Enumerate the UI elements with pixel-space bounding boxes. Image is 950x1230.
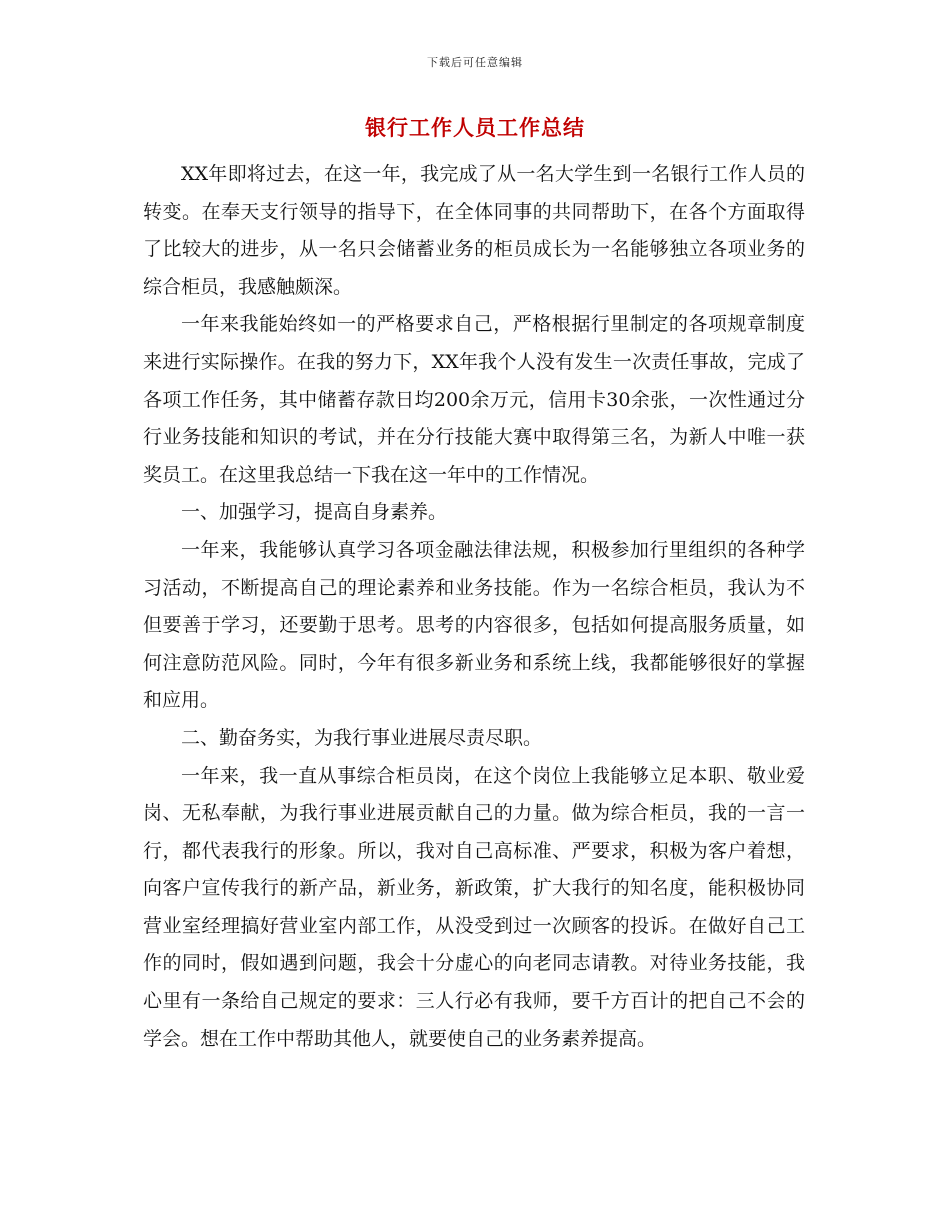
section-heading-diligence: 二、勤奋务实，为我行事业进展尽责尽职。 (181, 726, 543, 749)
paragraph-intro: XX年即将过去，在这一年，我完成了从一名大学生到一名银行工作人员的转变。在奉天支行领导的指导下，在全体同事的共同帮助下，在各个方面取得了比较大的进步，从一名只会储蓄业务的柜员成长为一名能够独立各项业务的综合柜员，我感触颇深。 (143, 163, 805, 298)
document-title: 银行工作人员工作总结 (365, 116, 585, 140)
paragraph-achievements: 一年来我能始终如一的严格要求自己，严格根据行里制定的各项规章制度来进行实际操作。在我的努力下，XX年我个人没有发生一次责任事故，完成了各项工作任务，其中储蓄存款日均200余万元，信用卡30余张，一次性通过分行业务技能和知识的考试，并在分行技能大赛中取得第三名，为新人中唯一获奖员工。在这里我总结一下我在这一年中的工作情况。 (143, 313, 805, 486)
document-body (143, 156, 805, 1058)
paragraph-study: 一年来，我能够认真学习各项金融法律法规，积极参加行里组织的各种学习活动，不断提高自己的理论素养和业务技能。作为一名综合柜员，我认为不但要善于学习，还要勤于思考。思考的内容很多，包括如何提高服务质量，如何注意防范风险。同时，今年有很多新业务和系统上线，我都能够很好的掌握和应用。 (143, 538, 805, 712)
paragraph-diligence: 一年来，我一直从事综合柜员岗，在这个岗位上我能够立足本职、敬业爱岗、无私奉献，为我行事业进展贡献自己的力量。做为综合柜员，我的一言一行，都代表我行的形象。所以，我对自己高标准、严要求，积极为客户着想，向客户宣传我行的新产品，新业务，新政策，扩大我行的知名度，能积极协同营业室经理搞好营业室内部工作，从没受到过一次顾客的投诉。在做好自己工作的同时，假如遇到问题，我会十分虚心的向老同志请教。对待业务技能，我心里有一条给自己规定的要求：三人行必有我师，要千方百计的把自己不会的学会。想在工作中帮助其他人，就要使自己的业务素养提高。 (143, 764, 805, 1050)
section-heading-study: 一、加强学习，提高自身素养。 (181, 501, 448, 524)
header-note: 下载后可任意编辑 (427, 56, 523, 69)
